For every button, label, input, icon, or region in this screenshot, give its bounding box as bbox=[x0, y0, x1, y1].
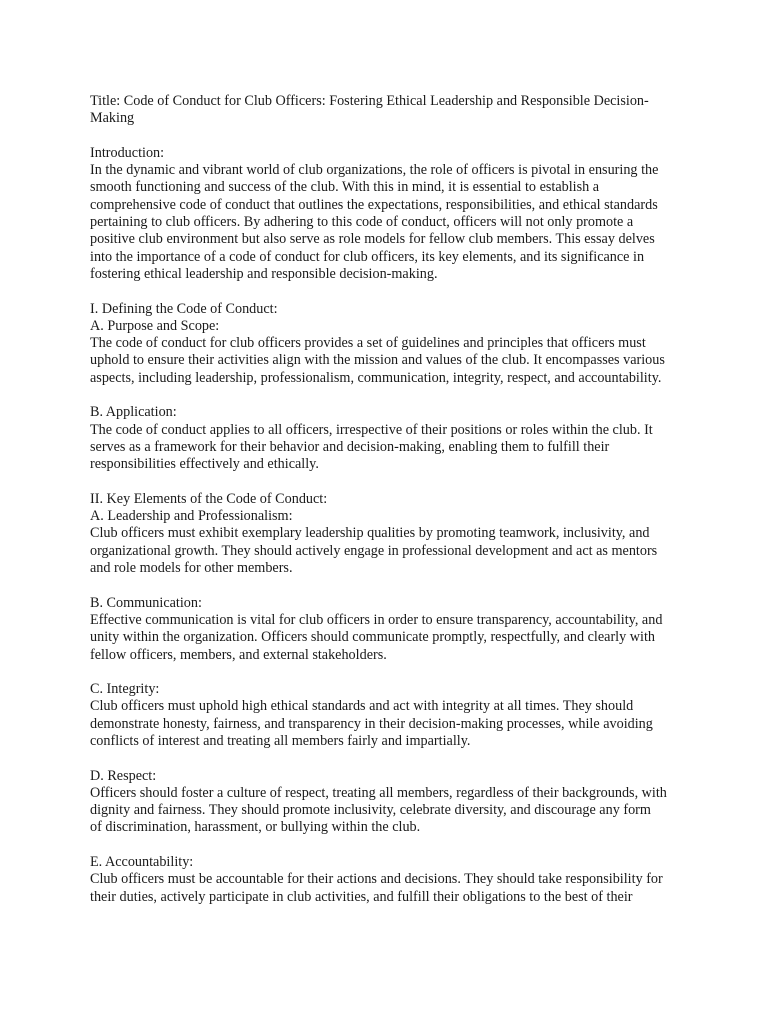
integrity-block bbox=[90, 681, 676, 750]
communication-block bbox=[90, 595, 676, 664]
subsection-heading: B. Application: bbox=[90, 404, 177, 421]
text-line: comprehensive code of conduct that outlines the expectations, responsibilities, and ethical standards bbox=[90, 196, 658, 213]
subsection-heading: A. Leadership and Professionalism: bbox=[90, 508, 293, 525]
text-line: Club officers must be accountable for their actions and decisions. They should take responsibility for bbox=[90, 871, 663, 888]
text-line: conflicts of interest and treating all members fairly and impartially. bbox=[90, 732, 471, 749]
text-line: demonstrate honesty, fairness, and transparency in their decision-making processes, while avoiding bbox=[90, 715, 653, 732]
section-heading: Introduction: bbox=[90, 144, 165, 161]
subsection-heading: C. Integrity: bbox=[90, 681, 160, 698]
purpose-scope-block bbox=[90, 301, 676, 387]
text-line: positive club environment but also serve as role models for fellow club members. This essay delves bbox=[90, 231, 655, 248]
section-heading: I. Defining the Code of Conduct: bbox=[90, 300, 278, 317]
text-line: dignity and fairness. They should promote inclusivity, celebrate diversity, and discourage any form bbox=[90, 802, 651, 819]
text-line: unity within the organization. Officers should communicate promptly, respectfully, and clearly with bbox=[90, 629, 655, 646]
text-line: pertaining to club officers. By adhering to this code of conduct, officers will not only promote a bbox=[90, 214, 634, 231]
text-line: of discrimination, harassment, or bullying within the club. bbox=[90, 819, 421, 836]
text-line: their duties, actively participate in club activities, and fulfill their obligations to the best of their bbox=[90, 888, 633, 905]
text-line: organizational growth. They should actively engage in professional development and act as mentors bbox=[90, 542, 658, 559]
text-line: Making bbox=[90, 110, 135, 127]
text-line: Club officers must exhibit exemplary leadership qualities by promoting teamwork, inclusivity, and bbox=[90, 525, 650, 542]
subsection-heading: A. Purpose and Scope: bbox=[90, 317, 220, 334]
text-line: Club officers must uphold high ethical standards and act with integrity at all times. They should bbox=[90, 698, 634, 715]
text-line: uphold to ensure their activities align with the mission and values of the club. It encompasses various bbox=[90, 352, 665, 369]
respect-block bbox=[90, 768, 676, 837]
text-line: Officers should foster a culture of respect, treating all members, regardless of their backgrounds, with bbox=[90, 784, 667, 801]
accountability-block bbox=[90, 854, 676, 906]
title-block bbox=[90, 93, 676, 128]
section-heading: II. Key Elements of the Code of Conduct: bbox=[90, 490, 328, 507]
text-line: and role models for other members. bbox=[90, 560, 293, 577]
leadership-block bbox=[90, 491, 676, 577]
text-line: responsibilities effectively and ethically. bbox=[90, 456, 319, 473]
introduction-block bbox=[90, 145, 676, 283]
subsection-heading: E. Accountability: bbox=[90, 854, 194, 871]
subsection-heading: B. Communication: bbox=[90, 594, 202, 611]
text-line: Title: Code of Conduct for Club Officers: Fostering Ethical Leadership and Responsible Decision- bbox=[90, 93, 649, 109]
text-line: The code of conduct applies to all officers, irrespective of their positions or roles within the club. It bbox=[90, 421, 653, 438]
text-line: into the importance of a code of conduct for club officers, its key elements, and its significance in bbox=[90, 248, 645, 265]
text-line: fostering ethical leadership and responsible decision-making. bbox=[90, 265, 438, 282]
text-line: In the dynamic and vibrant world of club organizations, the role of officers is pivotal in ensuring the bbox=[90, 162, 659, 179]
text-line: The code of conduct for club officers provides a set of guidelines and principles that officers must bbox=[90, 335, 646, 352]
text-line: aspects, including leadership, professionalism, communication, integrity, respect, and accountability. bbox=[90, 369, 662, 386]
text-line: fellow officers, members, and external stakeholders. bbox=[90, 646, 387, 663]
text-line: serves as a framework for their behavior and decision-making, enabling them to fulfill their bbox=[90, 438, 610, 455]
text-line: Effective communication is vital for club officers in order to ensure transparency, accountability, and bbox=[90, 611, 663, 628]
subsection-heading: D. Respect: bbox=[90, 767, 157, 784]
application-block bbox=[90, 404, 676, 473]
text-line: smooth functioning and success of the club. With this in mind, it is essential to establish a bbox=[90, 179, 600, 196]
